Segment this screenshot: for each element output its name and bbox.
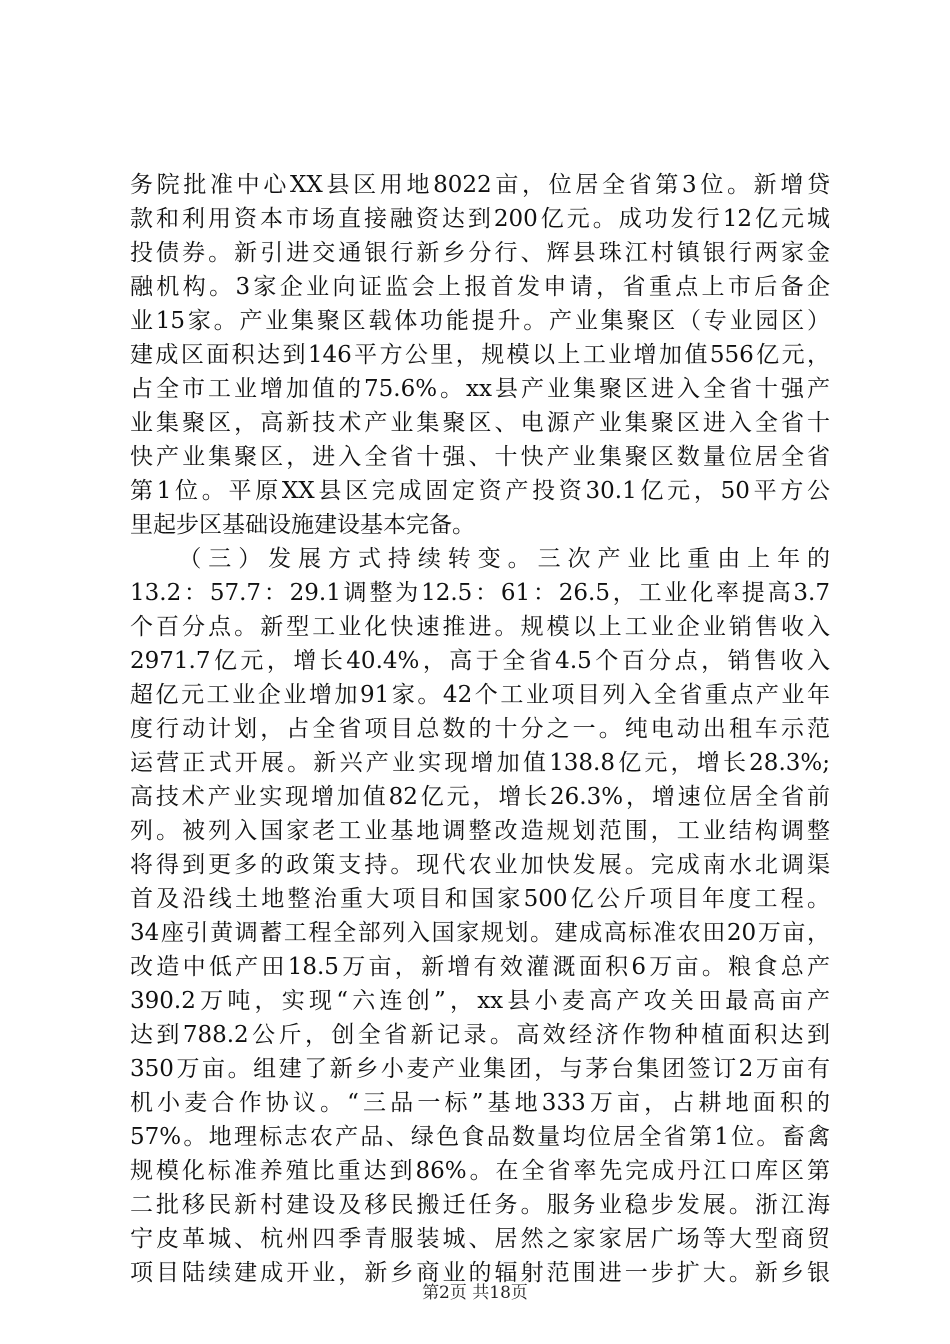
text-line: 款和利用资本市场直接融资达到200亿元。成功发行12亿元城 — [130, 206, 830, 232]
text-line: （三）发展方式持续转变。三次产业比重由上年的 — [130, 546, 830, 572]
text-line: 高技术产业实现增加值82亿元，增长26.3%，增速位居全省前 — [130, 784, 830, 810]
text-line: 融机构。3家企业向证监会上报首发申请，省重点上市后备企 — [130, 274, 830, 300]
text-line: 机小麦合作协议。“三品一标”基地333万亩，占耕地面积的 — [130, 1090, 830, 1116]
text-line: 13.2：57.7：29.1调整为12.5：61：26.5，工业化率提高3.7 — [130, 580, 830, 606]
text-line: 2971.7亿元，增长40.4%，高于全省4.5个百分点，销售收入 — [130, 648, 830, 674]
text-line: 首及沿线土地整治重大项目和国家500亿公斤项目年度工程。 — [130, 886, 830, 912]
body-text — [130, 168, 830, 1290]
text-line: 务院批准中心XX县区用地8022亩，位居全省第3位。新增贷 — [130, 172, 830, 198]
text-line: 业15家。产业集聚区载体功能提升。产业集聚区（专业园区） — [130, 308, 830, 334]
text-line: 第1位。平原XX县区完成固定资产投资30.1亿元，50平方公 — [130, 478, 830, 504]
text-line: 占全市工业增加值的75.6%。xx县产业集聚区进入全省十强产 — [130, 376, 830, 402]
text-line: 宁皮革城、杭州四季青服装城、居然之家家居广场等大型商贸 — [130, 1226, 830, 1252]
text-line: 34座引黄调蓄工程全部列入国家规划。建成高标准农田20万亩， — [130, 920, 830, 946]
text-line: 快产业集聚区，进入全省十强、十快产业集聚区数量位居全省 — [130, 444, 830, 470]
text-line: 里起步区基础设施建设基本完备。 — [130, 512, 475, 538]
text-line: 运营正式开展。新兴产业实现增加值138.8亿元，增长28.3%; — [130, 750, 830, 776]
text-line: 项目陆续建成开业，新乡商业的辐射范围进一步扩大。新乡银 — [130, 1260, 830, 1286]
text-line: 改造中低产田18.5万亩，新增有效灌溉面积6万亩。粮食总产 — [130, 954, 830, 980]
text-line: 390.2万吨，实现“六连创”，xx县小麦高产攻关田最高亩产 — [130, 988, 830, 1014]
text-line: 度行动计划，占全省项目总数的十分之一。纯电动出租车示范 — [130, 716, 830, 742]
text-line: 投债券。新引进交通银行新乡分行、辉县珠江村镇银行两家金 — [130, 240, 830, 266]
text-line: 超亿元工业企业增加91家。42个工业项目列入全省重点产业年 — [130, 682, 830, 708]
text-line: 列。被列入国家老工业基地调整改造规划范围，工业结构调整 — [130, 818, 830, 844]
text-line: 建成区面积达到146平方公里，规模以上工业增加值556亿元， — [130, 342, 830, 368]
text-line: 二批移民新村建设及移民搬迁任务。服务业稳步发展。浙江海 — [130, 1192, 830, 1218]
text-line: 个百分点。新型工业化快速推进。规模以上工业企业销售收入 — [130, 614, 830, 640]
page-footer: 第2页 共18页 — [422, 1283, 528, 1303]
text-line: 57%。地理标志农产品、绿色食品数量均位居全省第1位。畜禽 — [130, 1124, 830, 1150]
text-line: 规模化标准养殖比重达到86%。在全省率先完成丹江口库区第 — [130, 1158, 830, 1184]
text-line: 将得到更多的政策支持。现代农业加快发展。完成南水北调渠 — [130, 852, 830, 878]
text-line: 达到788.2公斤，创全省新记录。高效经济作物种植面积达到 — [130, 1022, 830, 1048]
text-line: 业集聚区，高新技术产业集聚区、电源产业集聚区进入全省十 — [130, 410, 830, 436]
text-line: 350万亩。组建了新乡小麦产业集团，与茅台集团签订2万亩有 — [130, 1056, 830, 1082]
